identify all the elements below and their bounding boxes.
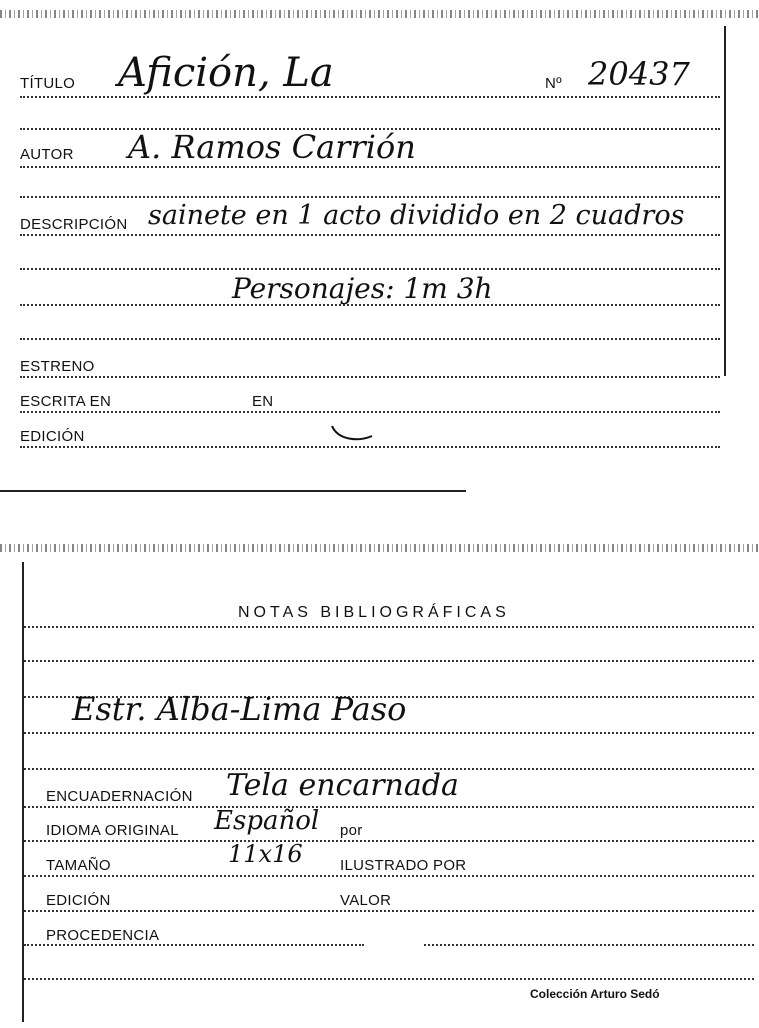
- tamano-label: TAMAÑO: [46, 857, 111, 874]
- numero-label: Nº: [545, 75, 562, 92]
- edicion-label: EDICIÓN: [20, 428, 85, 445]
- numero-value: 20437: [588, 55, 690, 93]
- idioma-label: IDIOMA ORIGINAL: [46, 822, 179, 839]
- encuadernacion-value: Tela encarnada: [226, 768, 459, 803]
- descripcion-label: DESCRIPCIÓN: [20, 216, 128, 233]
- en-label: EN: [252, 393, 274, 410]
- dotted-line: [20, 338, 720, 340]
- notas-heading: NOTAS BIBLIOGRÁFICAS: [238, 604, 510, 621]
- dotted-line: [20, 234, 720, 236]
- dotted-line: [20, 196, 720, 198]
- autor-value: A. Ramos Carrión: [128, 128, 416, 166]
- nota-value: Estr. Alba-Lima Paso: [72, 690, 407, 728]
- torn-edge-bottom-card: [0, 544, 759, 552]
- dotted-line: [20, 96, 720, 98]
- ilustrado-label: ILUSTRADO POR: [340, 857, 467, 874]
- dotted-line: [24, 806, 754, 808]
- dotted-line: [20, 268, 720, 270]
- estreno-label: ESTRENO: [20, 358, 95, 375]
- dotted-line: [20, 376, 720, 378]
- dotted-line: [24, 660, 754, 662]
- valor-label: VALOR: [340, 892, 392, 909]
- idioma-value: Español: [214, 806, 320, 836]
- dotted-line: [20, 446, 720, 448]
- dotted-line: [20, 411, 720, 413]
- descripcion-value: sainete en 1 acto dividido en 2 cuadros: [148, 200, 685, 231]
- card-border-left: [22, 562, 24, 1022]
- catalog-card-bottom: [0, 540, 759, 1028]
- dotted-line: [24, 944, 364, 946]
- edicion-label-bottom: EDICIÓN: [46, 892, 111, 909]
- pen-mark: [328, 420, 376, 444]
- catalog-card-top: [0, 0, 759, 500]
- dotted-line: [24, 875, 754, 877]
- encuadernacion-label: ENCUADERNACIÓN: [46, 788, 193, 805]
- escrita-label: ESCRITA EN: [20, 393, 112, 410]
- dotted-line: [24, 910, 754, 912]
- dotted-line: [424, 944, 754, 946]
- collection-footer: Colección Arturo Sedó: [530, 987, 660, 1001]
- dotted-line: [24, 840, 754, 842]
- dotted-line: [24, 978, 754, 980]
- card-border-right: [724, 26, 726, 376]
- procedencia-label: PROCEDENCIA: [46, 927, 160, 944]
- dotted-line: [24, 626, 754, 628]
- tamano-value: 11x16: [228, 840, 303, 868]
- por-label: por: [340, 822, 363, 839]
- titulo-value: Afición, La: [118, 50, 334, 96]
- dotted-line: [20, 304, 720, 306]
- titulo-label: TÍTULO: [20, 75, 76, 92]
- card-bottom-edge: [0, 490, 466, 492]
- personajes-value: Personajes: 1m 3h: [232, 272, 493, 305]
- autor-label: AUTOR: [20, 146, 74, 163]
- dotted-line: [20, 166, 720, 168]
- dotted-line: [24, 732, 754, 734]
- torn-edge-top: [0, 10, 759, 18]
